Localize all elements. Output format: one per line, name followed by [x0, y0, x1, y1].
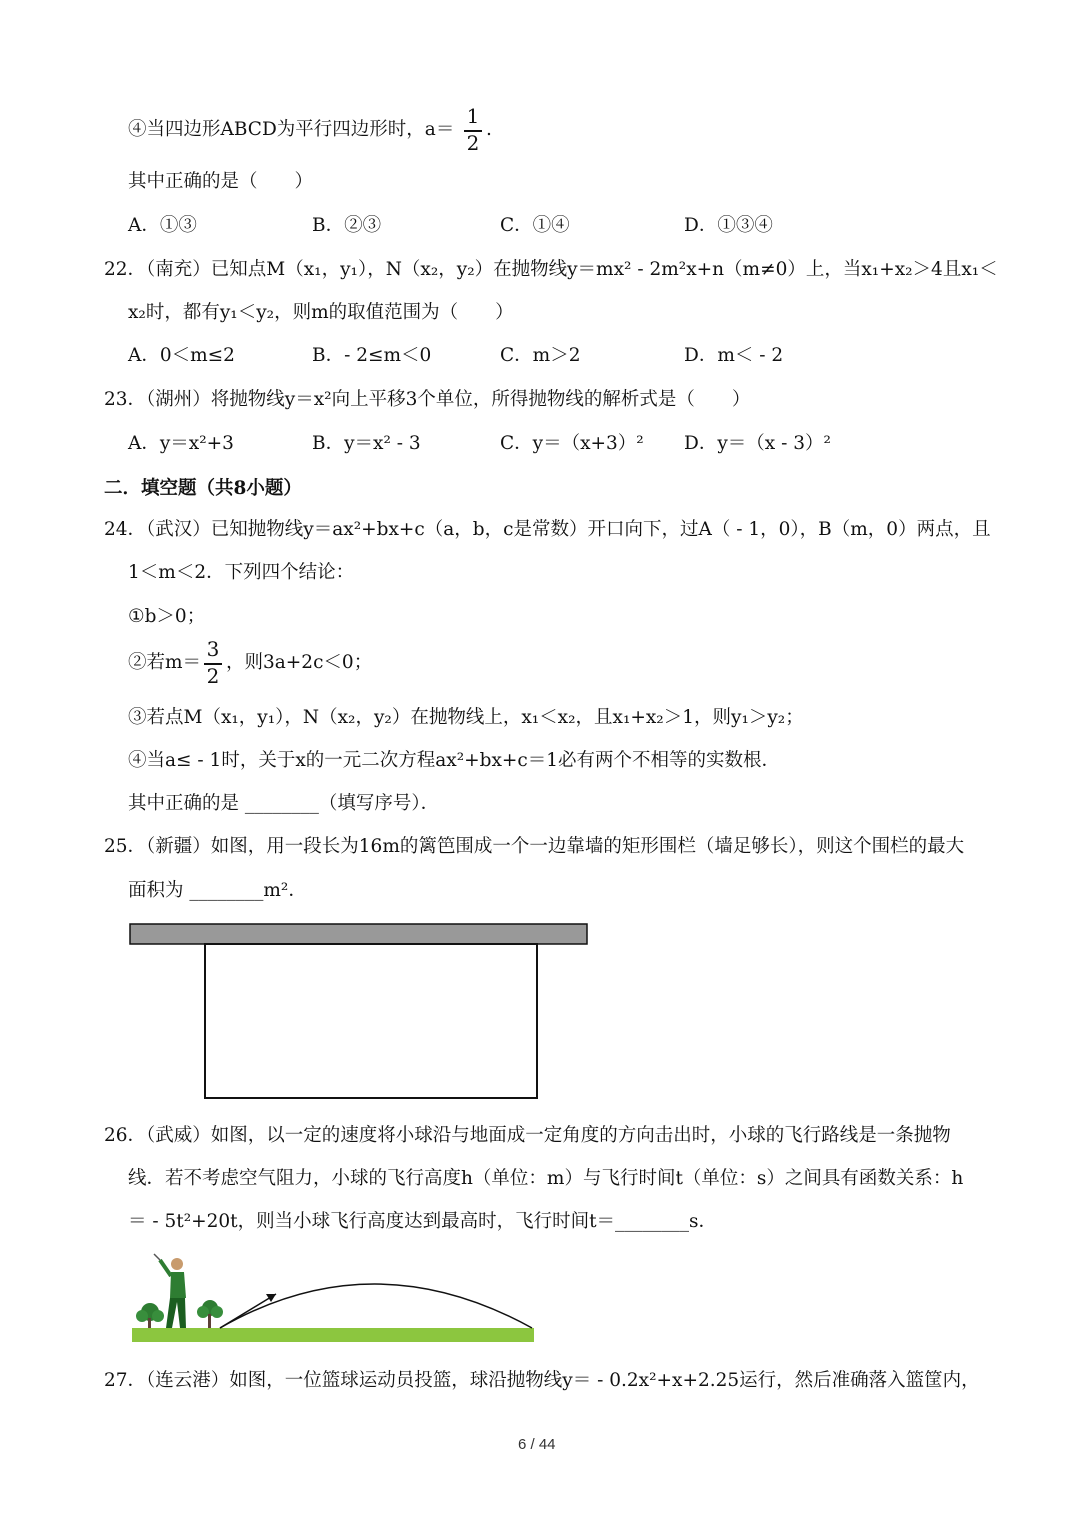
q24-line-1: 24．（武汉）已知抛物线y＝ax²+bx+c（a，b，c是常数）开口向下，过A（ - 1，0），B（m，0）两点，且 — [104, 519, 991, 540]
q21-statement-4 — [128, 118, 454, 142]
q21-statement-4-end: . — [486, 119, 492, 140]
q23-option-a: A．y＝x²+3 — [128, 433, 234, 454]
q24-line-2: 1＜m＜2．下列四个结论： — [128, 562, 355, 583]
q22-option-a: A．0＜m≤2 — [128, 345, 235, 366]
fraction-numerator: 3 — [206, 637, 220, 661]
q21-option-a: A．①③ — [128, 215, 197, 236]
section-header-fill-in: 二．填空题（共8小题） — [104, 478, 302, 499]
q23-option-c: C．y＝（x+3）² — [500, 433, 644, 454]
tree-right — [197, 1300, 223, 1328]
q24-answer-line: 其中正确的是 ________（填写序号）． — [128, 793, 440, 814]
page-number: 6 / 44 — [518, 1436, 556, 1453]
q25-line-2: 面积为 ________m²． — [128, 880, 307, 901]
q21-question: 其中正确的是（ ） — [128, 171, 314, 192]
q21-statement-4-text: ④当四边形ABCD为平行四边形时，a＝ — [128, 119, 455, 140]
tree-left — [136, 1303, 164, 1328]
q24-item-1: ①b＞0； — [128, 606, 206, 627]
q25-line-1: 25．（新疆）如图，用一段长为16m的篱笆围成一个一边靠墙的矩形围栏（墙足够长），则这个围栏的最大 — [104, 836, 965, 857]
q24-item-3: ③若点M（x₁，y₁），N（x₂，y₂）在抛物线上，x₁＜x₂，且x₁+x₂＞1，则y₁＞y₂； — [128, 707, 804, 728]
q22-line-1: 22．（南充）已知点M（x₁，y₁），N（x₂，y₂）在抛物线y＝mx² - 2m²x+n（m≠0）上，当x₁+x₂＞4且x₁＜ — [104, 259, 998, 280]
q23-option-b: B．y＝x² - 3 — [312, 433, 421, 454]
q26-golf-figure — [130, 1250, 538, 1346]
arrow-head-icon — [266, 1294, 276, 1302]
fraction-denominator: 2 — [466, 131, 480, 155]
fraction-numerator: 1 — [466, 104, 480, 128]
q21-option-d: D．①③④ — [684, 215, 773, 236]
q26-line-3: ＝ - 5t²+20t，则当小球飞行高度达到最高时，飞行时间t＝________s． — [128, 1211, 718, 1232]
q25-fence-figure — [128, 922, 592, 1104]
q23-line-1: 23．（湖州）将抛物线y＝x²向上平移3个单位，所得抛物线的解析式是（ ） — [104, 389, 751, 410]
q24-item-2-start: ②若m＝ — [128, 652, 202, 673]
q24-item-2-end: ，则3a+2c＜0； — [226, 652, 373, 673]
wall — [130, 924, 587, 944]
q22-line-2: x₂时，都有y₁＜y₂，则m的取值范围为（ ） — [128, 302, 514, 323]
q22-option-b: B．- 2≤m＜0 — [312, 345, 432, 366]
q26-line-2: 线．若不考虑空气阻力，小球的飞行高度h（单位：m）与飞行时间t（单位：s）之间具有函数关系：h — [128, 1168, 964, 1189]
launch-arrow — [220, 1294, 276, 1328]
fraction-denominator: 2 — [206, 664, 220, 688]
q26-line-1: 26．（武威）如图，以一定的速度将小球沿与地面成一定角度的方向击出时，小球的飞行路线是一条抛物 — [104, 1125, 951, 1146]
q22-option-c: C．m＞2 — [500, 345, 581, 366]
q21-option-c: C．①④ — [500, 215, 570, 236]
q23-option-d: D．y＝（x - 3）² — [684, 433, 831, 454]
ball-trajectory — [220, 1284, 532, 1328]
grass-ground — [132, 1328, 534, 1342]
q22-option-d: D．m＜ - 2 — [684, 345, 784, 366]
q27-line-1: 27．（连云港）如图，一位篮球运动员投篮，球沿抛物线y＝ - 0.2x²+x+2.25运行，然后准确落入篮筐内， — [104, 1370, 980, 1391]
rectangle-fence — [205, 944, 537, 1098]
q24-item-4: ④当a≤ - 1时，关于x的一元二次方程ax²+bx+c＝1必有两个不相等的实数根． — [128, 750, 781, 771]
q21-option-b: B．②③ — [312, 215, 382, 236]
